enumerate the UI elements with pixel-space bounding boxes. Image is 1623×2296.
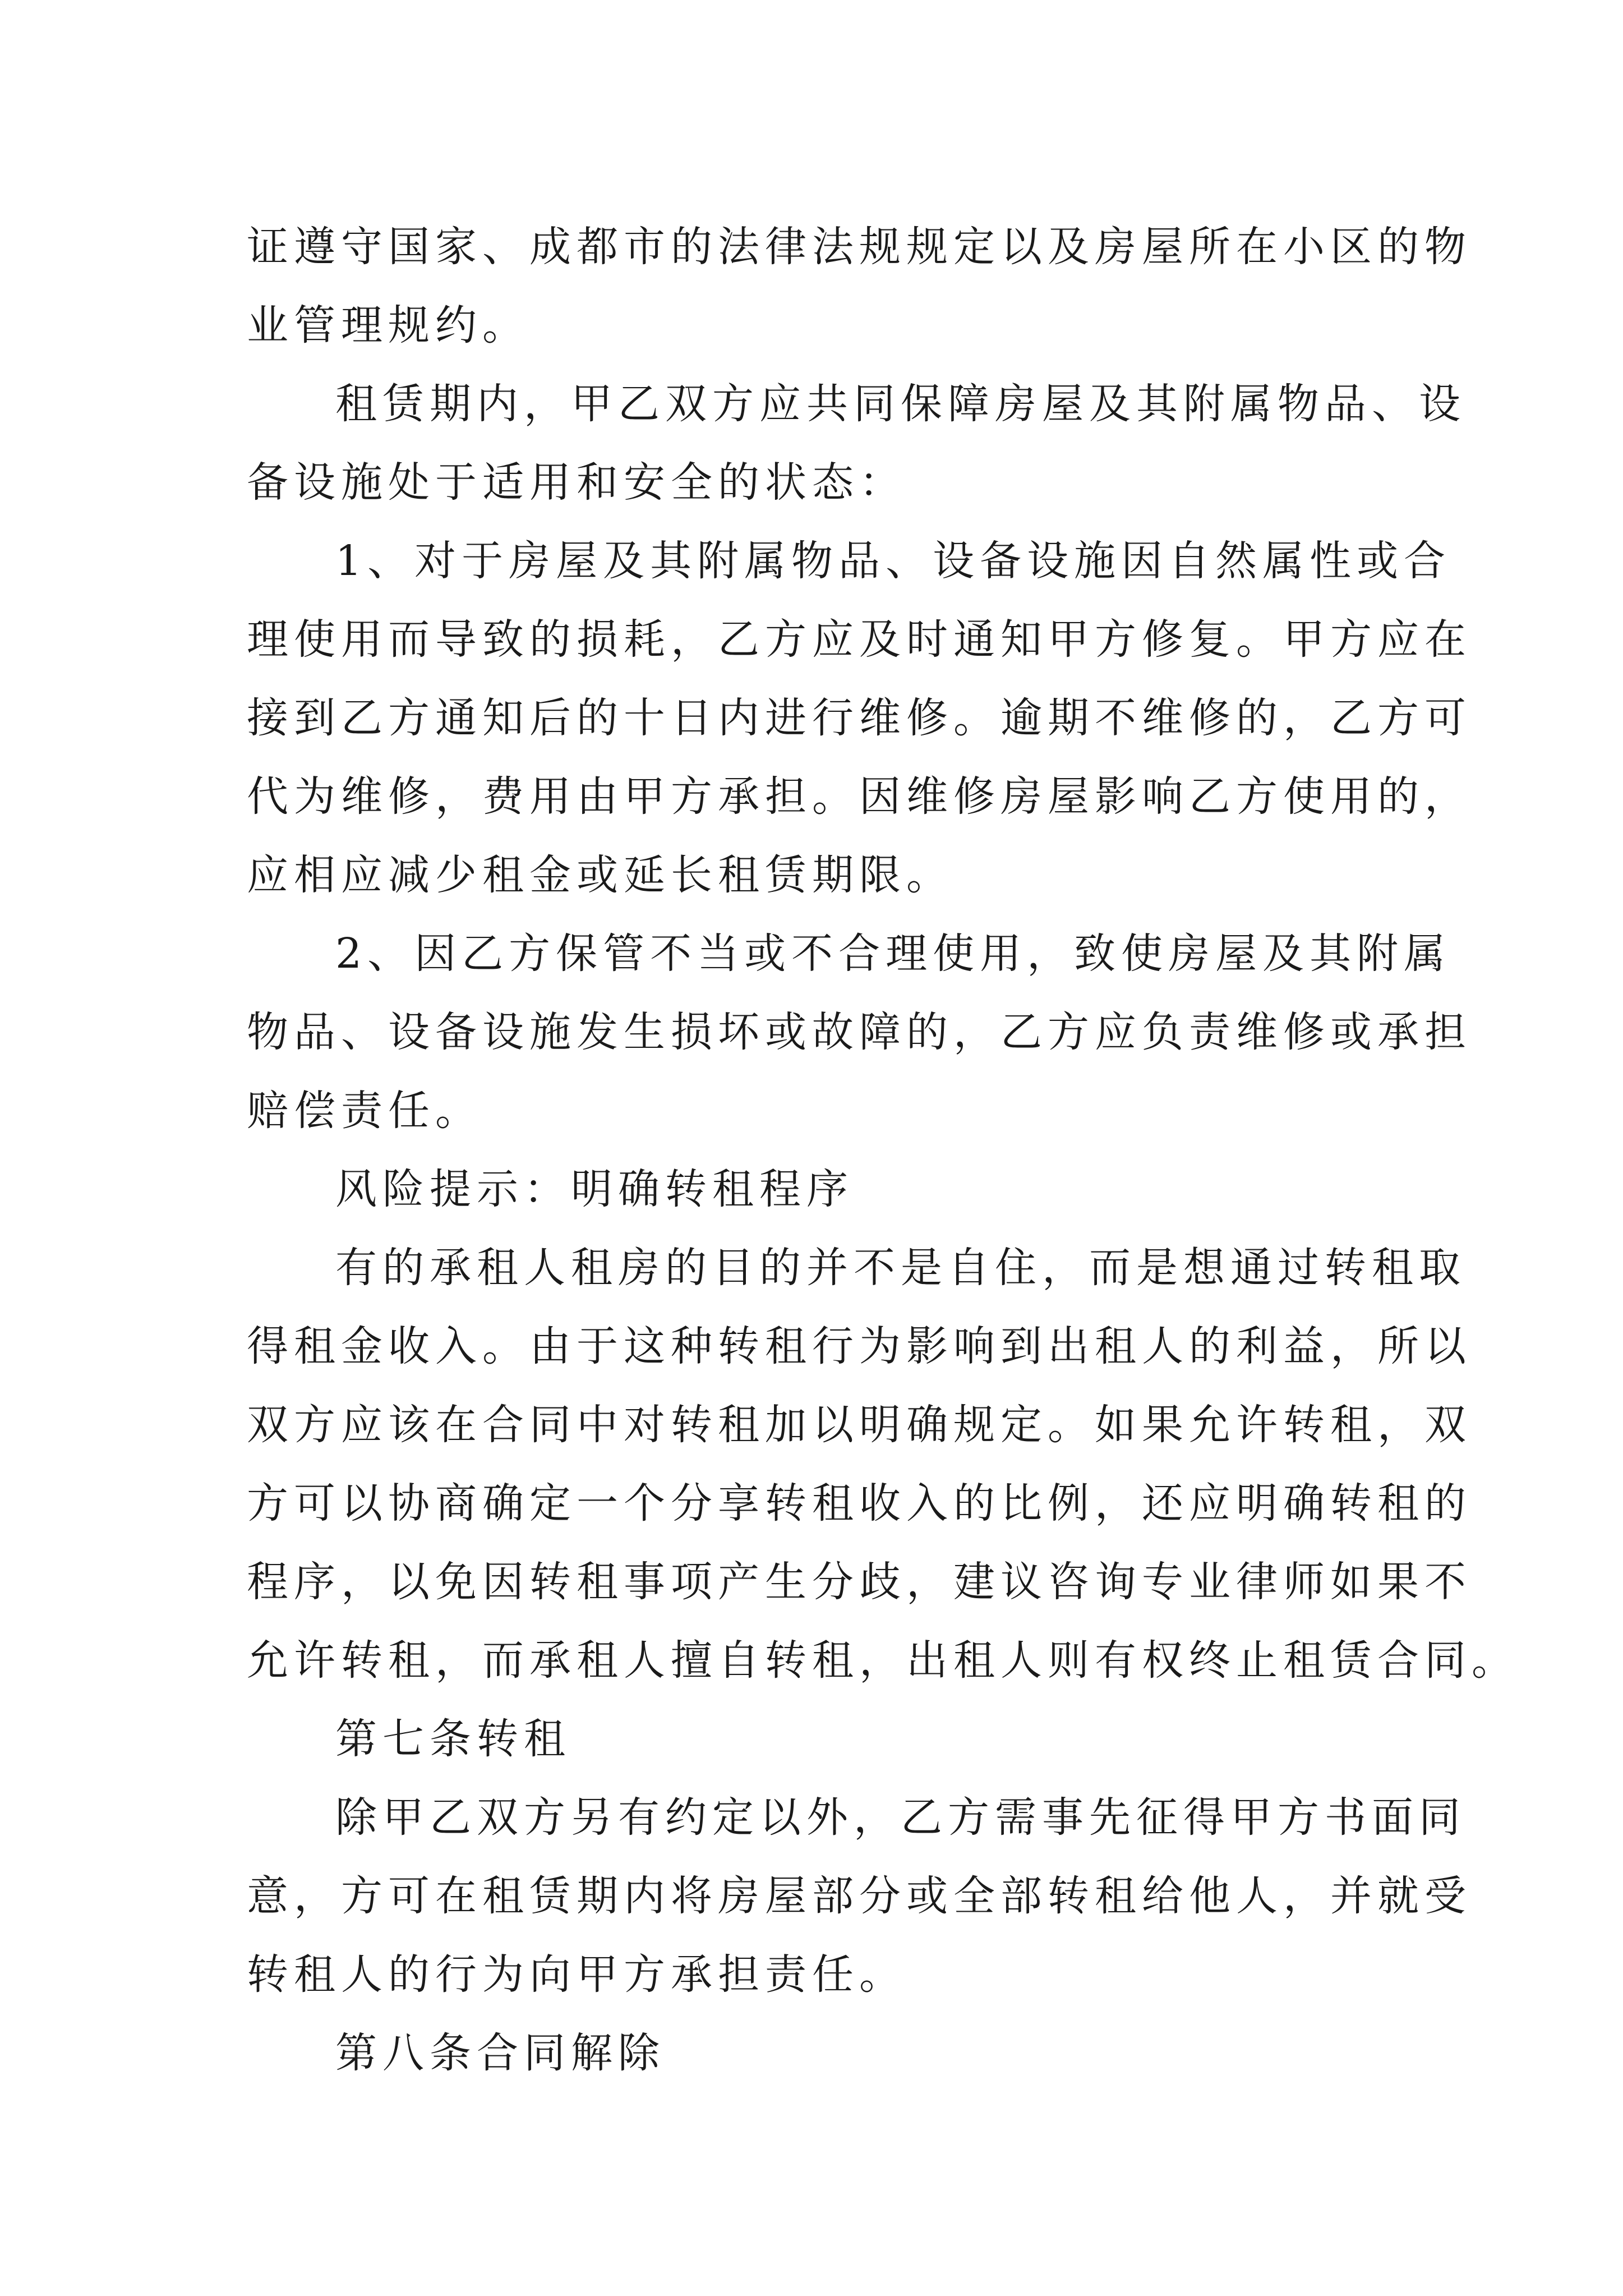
text-line: 允许转租，而承租人擅自转租，出租人则有权终止租赁合同。: [247, 1636, 1519, 1685]
section-heading-article-7: 第七条转租: [335, 1715, 571, 1763]
section-heading-article-8: 第八条合同解除: [335, 2029, 665, 2077]
text-line: 意，方可在租赁期内将房屋部分或全部转租给他人，并就受: [247, 1872, 1472, 1920]
text-line: 方可以协商确定一个分享转租收入的比例，还应明确转租的: [247, 1479, 1472, 1527]
text-line: 物品、设备设施发生损坏或故障的，乙方应负责维修或承担: [247, 1008, 1472, 1056]
section-heading-risk-tip: 风险提示：明确转租程序: [335, 1165, 854, 1213]
text-line: 代为维修，费用由甲方承担。因维修房屋影响乙方使用的，: [247, 772, 1472, 821]
text-line: 1、对于房屋及其附属物品、设备设施因自然属性或合: [335, 537, 1451, 585]
text-line: 2、因乙方保管不当或不合理使用，致使房屋及其附属: [335, 930, 1451, 978]
text-line: 证遵守国家、成都市的法律法规规定以及房屋所在小区的物: [247, 223, 1472, 271]
text-line: 赔偿责任。: [247, 1087, 482, 1135]
text-line: 备设施处于适用和安全的状态：: [247, 458, 906, 507]
text-line: 转租人的行为向甲方承担责任。: [247, 1950, 906, 1999]
text-line: 理使用而导致的损耗，乙方应及时通知甲方修复。甲方应在: [247, 615, 1472, 664]
text-line: 程序，以免因转租事项产生分歧，建议咨询专业律师如果不: [247, 1558, 1472, 1606]
text-line: 应相应减少租金或延长租赁期限。: [247, 851, 953, 899]
document-body: [247, 208, 1519, 2092]
text-line: 得租金收入。由于这种转租行为影响到出租人的利益，所以: [247, 1322, 1472, 1370]
text-line: 业管理规约。: [247, 301, 529, 349]
text-line: 双方应该在合同中对转租加以明确规定。如果允许转租，双: [247, 1401, 1472, 1449]
text-line: 租赁期内，甲乙双方应共同保障房屋及其附属物品、设: [335, 380, 1466, 428]
text-line: 有的承租人租房的目的并不是自住，而是想通过转租取: [335, 1244, 1466, 1292]
text-line: 除甲乙双方另有约定以外，乙方需事先征得甲方书面同: [335, 1793, 1466, 1842]
text-line: 接到乙方通知后的十日内进行维修。逾期不维修的，乙方可: [247, 694, 1472, 742]
